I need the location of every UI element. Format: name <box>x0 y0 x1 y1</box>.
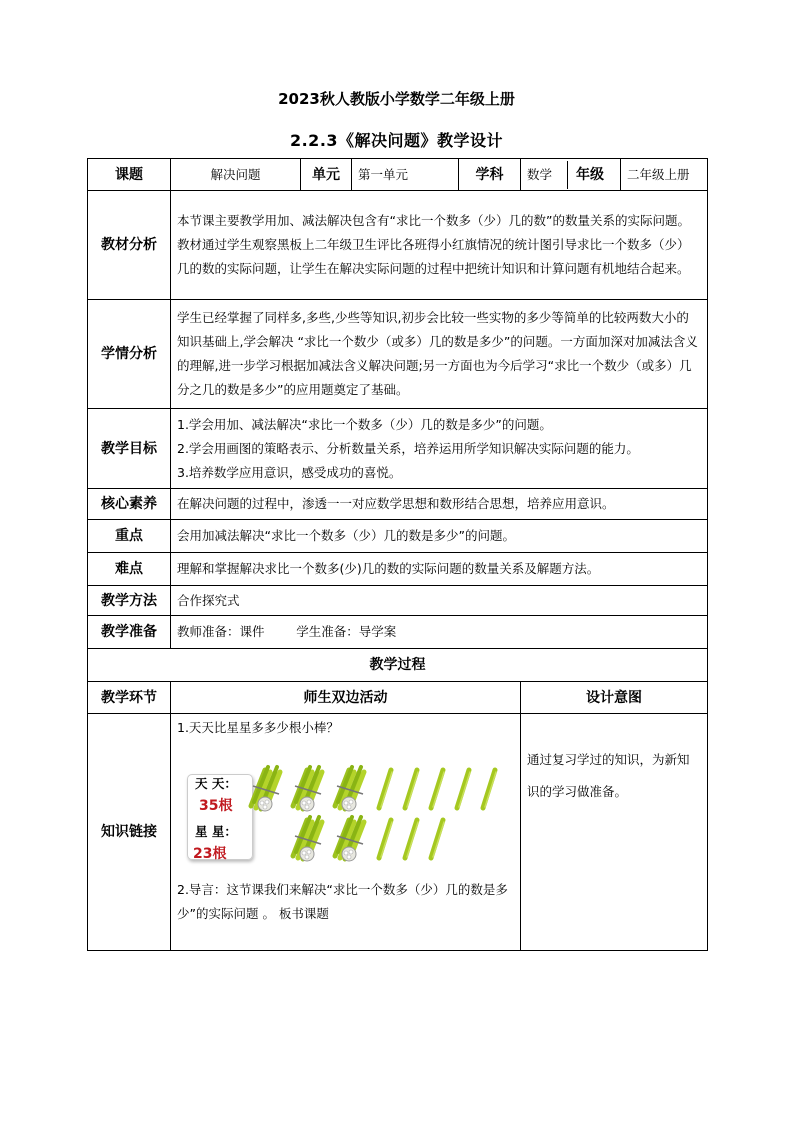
intent-text: 通过复习学过的知识，为新知识的学习做准备。 <box>521 714 708 951</box>
activity-column-header: 师生双边活动 <box>171 682 521 714</box>
subject-text: 数学 <box>527 166 553 182</box>
core-text: 在解决问题的过程中，渗透一一对应数学思想和数形结合思想，培养应用意识。 <box>171 489 708 520</box>
xingxing-bundle <box>293 817 322 861</box>
activity-content <box>171 714 521 951</box>
method-text: 合作探究式 <box>171 586 708 616</box>
goal-item: 3.培养数学应用意识，感受成功的喜悦。 <box>177 464 402 480</box>
tiantian-stick <box>483 770 496 808</box>
tiantian-stick <box>431 770 444 808</box>
tiantian-stick <box>379 770 392 808</box>
sticks-illustration <box>177 746 514 874</box>
xingxing-stick <box>431 820 444 858</box>
xingxing-label: 星 星： <box>195 824 237 839</box>
document-subtitle: 2.2.3《解决问题》教学设计 <box>289 131 504 150</box>
goals-list <box>171 409 708 489</box>
unit-label: 单元 <box>301 159 352 191</box>
goals-label: 教学目标 <box>88 409 171 489</box>
grade-label: 年级 <box>567 161 612 189</box>
goal-item: 2.学会用画图的策略表示、分析数量关系，培养运用所学知识解决实际问题的能力。 <box>177 440 639 456</box>
key-point-text: 会用加减法解决“求比一个数多（少）几的数是多少”的问题。 <box>171 520 708 553</box>
stage-name: 知识链接 <box>88 714 171 951</box>
student-analysis-text: 学生已经掌握了同样多,多些,少些等知识,初步会比较一些实物的多少等简单的比较两数大小的知识基础上,学会解决 “求比一个数少（或多）几的数是多少”的问题。一方面加深对加减法含义的理解,进一步学习根据加减法含义解决问题;另一方面也为今后学习“求比一个数少（或多）几分之几的数是多少”的应用题奠定了基础。 <box>171 300 708 409</box>
stage-column-header: 教学环节 <box>88 682 171 714</box>
process-heading: 教学过程 <box>88 649 708 682</box>
subject-label: 学科 <box>459 159 521 191</box>
subject-value <box>521 159 621 191</box>
xingxing-count: 23根 <box>193 846 227 862</box>
xingxing-bundle <box>335 817 364 861</box>
tiantian-label: 天 天： <box>195 776 237 791</box>
lesson-plan-table <box>87 158 708 951</box>
tiantian-bundle <box>335 767 364 811</box>
xingxing-stick <box>405 820 418 858</box>
tiantian-stick <box>457 770 470 808</box>
tiantian-stick <box>405 770 418 808</box>
student-analysis-label: 学情分析 <box>88 300 171 409</box>
sticks-svg <box>247 746 567 874</box>
goal-item: 1.学会用加、减法解决“求比一个数多（少）几的数是多少”的问题。 <box>177 416 552 432</box>
prep-label: 教学准备 <box>88 616 171 649</box>
topic-label: 课题 <box>88 159 171 191</box>
unit-value: 第一单元 <box>352 159 459 191</box>
prep-text: 教师准备：课件 学生准备：导学案 <box>171 616 708 649</box>
analysis-text: 本节课主要教学用加、减法解决包含有“求比一个数多（少）几的数”的数量关系的实际问题。教材通过学生观察黑板上二年级卫生评比各班得小红旗情况的统计图引导求比一个数多（少）几的数的实际问题，让学生在解决实际问题的过程中把统计知识和计算问题有机地结合起来。 <box>171 191 708 300</box>
tiantian-bundle <box>293 767 322 811</box>
question-1: 1.天天比星星多多少根小棒？ <box>177 720 339 735</box>
tiantian-count: 35根 <box>199 798 233 814</box>
method-label: 教学方法 <box>88 586 171 616</box>
topic-value: 解决问题 <box>171 159 301 191</box>
intent-column-header: 设计意图 <box>521 682 708 714</box>
analysis-label: 教材分析 <box>88 191 171 300</box>
grade-value: 二年级上册 <box>621 159 708 191</box>
key-point-label: 重点 <box>88 520 171 553</box>
difficulty-label: 难点 <box>88 553 171 586</box>
xingxing-stick <box>379 820 392 858</box>
tiantian-bundle <box>251 767 280 811</box>
intro-text: 2.导言：这节课我们来解决“求比一个数多（少）几的数是多少”的实际问题 。 板书课题 <box>177 882 508 921</box>
core-label: 核心素养 <box>88 489 171 520</box>
difficulty-text: 理解和掌握解决求比一个数多(少)几的数的实际问题的数量关系及解题方法。 <box>171 553 708 586</box>
document-title: 2023秋人教版小学数学二年级上册 <box>278 90 515 108</box>
